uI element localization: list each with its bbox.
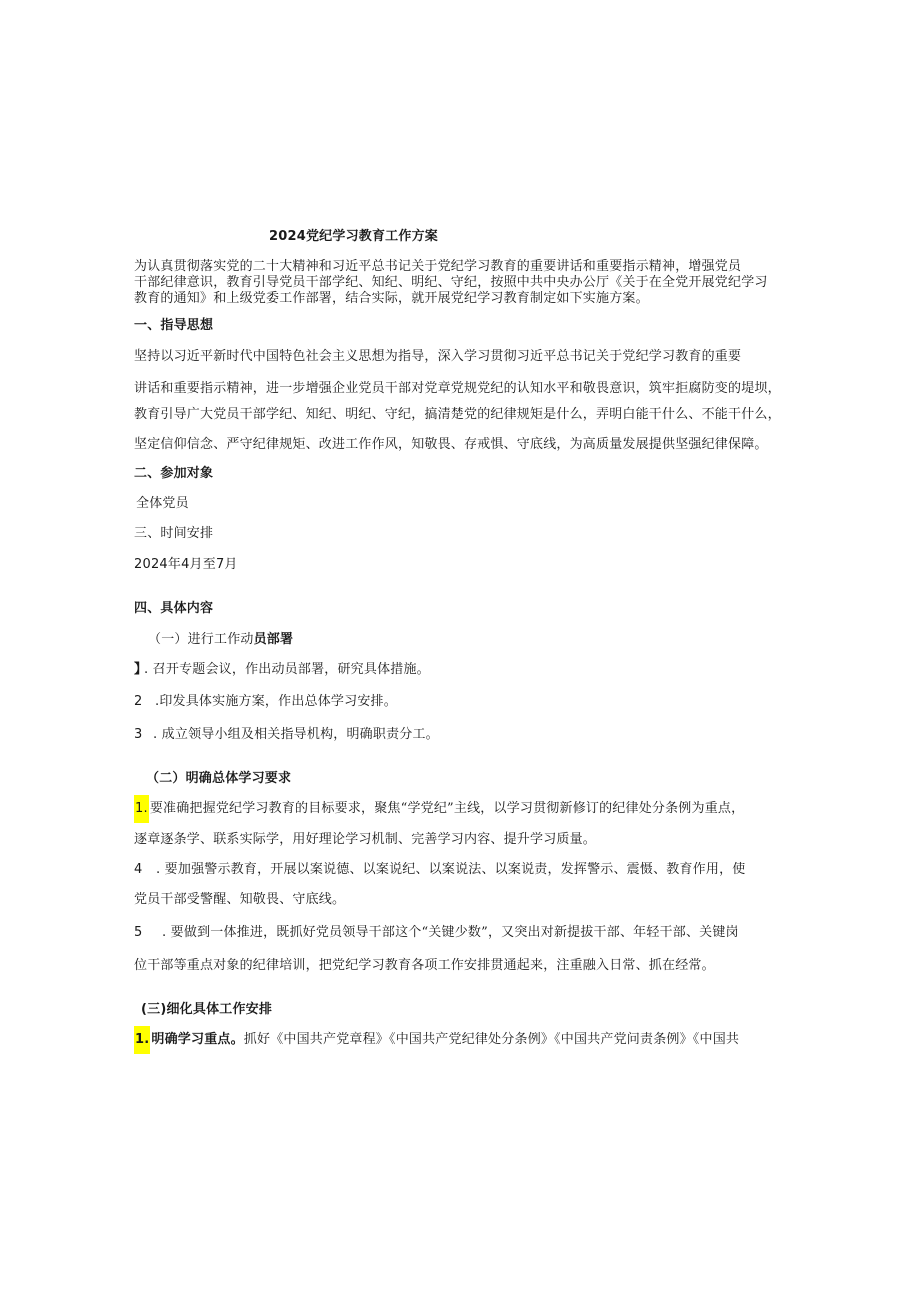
- sub3-item-1-bold: 明确学习重点。: [151, 1032, 244, 1047]
- sub2-item-2-line-1: [134, 862, 745, 878]
- intro-line-1: 为认真贯彻落实党的二十大精神和习近平总书记关于党纪学习教育的重要讲话和重要指示精神，增强党员: [134, 259, 742, 274]
- section3-heading: 三、时间安排: [134, 526, 214, 541]
- sub1-item-3-number: 3: [134, 727, 143, 742]
- sub2-heading: （二）明确总体学习要求: [146, 771, 292, 786]
- sub3-item-1-text: 抓好《中国共产党章程》《中国共产党纪律处分条例》《中国共产党问责条例》《中国共: [243, 1032, 740, 1047]
- sub2-item-2-line-2: 党员干部受警醒、知敬畏、守底线。: [134, 892, 346, 907]
- sub1-item-3-text: . 成立领导小组及相关指导机构，明确职责分工。: [153, 727, 439, 742]
- sub1-item-1: [134, 662, 430, 678]
- sub3-item-1-number: 1.: [134, 1026, 150, 1054]
- sub2-item-1-line-2: 逐章逐条学、联系实际学，用好理论学习机制、完善学习内容、提升学习质量。: [134, 832, 597, 847]
- sub1-heading: [148, 632, 293, 648]
- section1-line-1: 坚持以习近平新时代中国特色社会主义思想为指导，深入学习贯彻习近平总书记关于党纪学习教育的重要: [134, 349, 742, 364]
- document-title: 2024党纪学习教育工作方案: [269, 229, 438, 244]
- sub2-item-3-line-1: [134, 925, 739, 941]
- sub1-item-2-number: 2: [134, 694, 143, 709]
- intro-line-3: 教育的通知》和上级党委工作部署，结合实际，就开展党纪学习教育制定如下实施方案。: [134, 291, 649, 306]
- section2-heading: 二、参加对象: [134, 466, 214, 481]
- sub2-item-2-text: . 要加强警示教育，开展以案说德、以案说纪、以案说法、以案说责，发挥警示、震慑、教育作用，使: [156, 862, 746, 877]
- section2-body: 全体党员: [136, 496, 189, 511]
- sub2-item-1-text: 要准确把握党纪学习教育的目标要求，聚焦“学党纪”主线，以学习贯彻新修订的纪律处分条例为重点，: [149, 801, 745, 816]
- sub1-item-3: [134, 727, 439, 743]
- sub1-item-2: [134, 694, 397, 710]
- section1-line-3: 教育引导广大党员干部学纪、知纪、明纪、守纪，搞清楚党的纪律规矩是什么，弄明白能干什么、不能干什么，: [134, 407, 781, 422]
- sub1-item-1-number: 】: [134, 662, 148, 677]
- intro-line-2: 干部纪律意识，教育引导党员干部学纪、知纪、明纪、守纪，按照中共中央办公厅《关于在全党开展党纪学习: [134, 275, 768, 290]
- section4-heading: 四、具体内容: [134, 601, 214, 616]
- sub1-heading-prefix: （一）进行工作动: [148, 632, 254, 647]
- section1-heading: 一、指导思想: [134, 318, 214, 333]
- sub2-item-1-number: 1.: [134, 795, 149, 823]
- sub2-item-3-number: 5: [134, 925, 143, 940]
- sub1-heading-bold: 员部署: [253, 632, 294, 647]
- section1-line-2: 讲话和重要指示精神，进一步增强企业党员干部对党章党规党纪的认知水平和敬畏意识，筑牢拒腐防变的堤坝，: [134, 381, 781, 396]
- sub2-item-3-text: . 要做到一体推进，既抓好党员领导干部这个“关键少数”，又突出对新提拔干部、年轻干部、关键岗: [162, 925, 739, 940]
- sub3-item-1: [134, 1032, 739, 1054]
- sub2-item-1-line-1: [134, 801, 744, 823]
- sub1-item-2-text: .印发具体实施方案，作出总体学习安排。: [155, 694, 397, 709]
- sub2-item-2-number: 4: [134, 862, 143, 877]
- sub2-item-3-line-2: 位干部等重点对象的纪律培训，把党纪学习教育各项工作安排贯通起来，注重融入日常、抓在经常。: [134, 958, 715, 973]
- sub1-item-1-text: . 召开专题会议，作出动员部署，研究具体措施。: [144, 662, 430, 677]
- sub3-heading: (三)细化具体工作安排: [141, 1002, 273, 1017]
- section1-line-4: 坚定信仰信念、严守纪律规矩、改进工作作风，知敬畏、存戒惧、守底线，为高质量发展提供坚强纪律保障。: [134, 437, 768, 452]
- section3-body: 2024年4月至7月: [134, 557, 238, 572]
